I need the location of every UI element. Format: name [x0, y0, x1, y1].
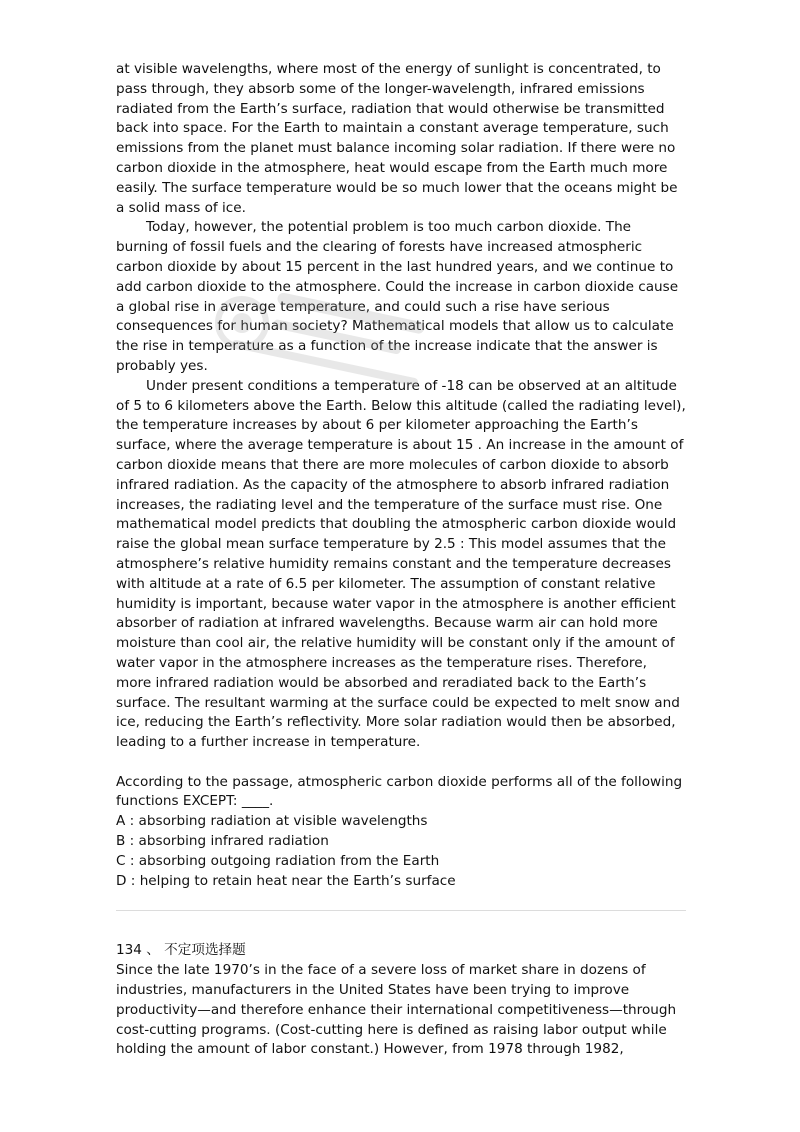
- section-divider: [116, 910, 686, 911]
- question-number-header: 134 、 不定项选择题: [116, 942, 246, 959]
- next-question-text: Since the late 1970’s in the face of a severe loss of market share in dozens of industries, manufacturers in the United States have been trying to improve productivity—and therefore enhance their international competitiveness—through cost-cutting programs. (Cost-cutting here is defined as raising labor output while holding the amount of labor constant.) However, from 1978 through 1982,: [116, 962, 677, 1058]
- option-c: C : absorbing outgoing radiation from the Earth: [116, 852, 440, 869]
- passage-paragraph-3: Under present conditions a temperature of -18 can be observed at an altitude of 5 to 6 kilometers above the Earth. Below this altitude (called the radiating level), the temperature increases by about 6 per kilometer approaching the Earth’s surface, where the average temperature is about 15 . An increase in the amount of carbon dioxide means that there are more molecules of carbon dioxide to absorb infrared radiation. As the capacity of the atmosphere to absorb infrared radiation increases, the radiating level and the temperature of the surface must rise. One mathematical model predicts that doubling the atmospheric carbon dioxide would raise the global mean surface temperature by 2.5 : This model assumes that the atmosphere’s relative humidity remains constant and the temperature decreases with altitude at a rate of 6.5 per kilometer. The assumption of constant relative humidity is important, because water vapor in the atmosphere is another efficient absorber of radiation at infrared wavelengths. Because warm air can hold more moisture than cool air, the relative humidity will be constant only if the amount of water vapor in the atmosphere increases as the temperature rises. Therefore, more infrared radiation would be absorbed and reradiated back to the Earth’s surface. The resultant warming at the surface could be expected to melt snow and ice, reducing the Earth’s reflectivity. More solar radiation would then be absorbed, leading to a further increase in temperature.: [116, 377, 686, 751]
- passage-paragraph-2: Today, however, the potential problem is too much carbon dioxide. The burning of fossil fuels and the clearing of forests have increased atmospheric carbon dioxide by about 15 percent in the last hundred years, and we continue to add carbon dioxide to the atmosphere. Could the increase in carbon dioxide cause a global rise in average temperature, and could such a rise have serious consequences for human society? Mathematical models that allow us to calculate the rise in temperature as a function of the increase indicate that the answer is probably yes.: [116, 219, 679, 374]
- document-page: [116, 60, 686, 1060]
- option-d: D : helping to retain heat near the Earth’s surface: [116, 872, 456, 889]
- question-stem: According to the passage, atmospheric carbon dioxide performs all of the following functions EXCEPT: ____.: [116, 773, 683, 810]
- passage-paragraph-1: at visible wavelengths, where most of the energy of sunlight is concentrated, to pass through, they absorb some of the longer-wavelength, infrared emissions radiated from the Earth’s surface, radiation that would otherwise be transmitted back into space. For the Earth to maintain a constant average temperature, such emissions from the planet must balance incoming solar radiation. If there were no carbon dioxide in the atmosphere, heat would escape from the Earth much more easily. The surface temperature would be so much lower that the oceans might be a solid mass of ice.: [116, 61, 678, 216]
- option-a: A : absorbing radiation at visible wavelengths: [116, 813, 428, 830]
- option-b: B : absorbing infrared radiation: [116, 833, 329, 850]
